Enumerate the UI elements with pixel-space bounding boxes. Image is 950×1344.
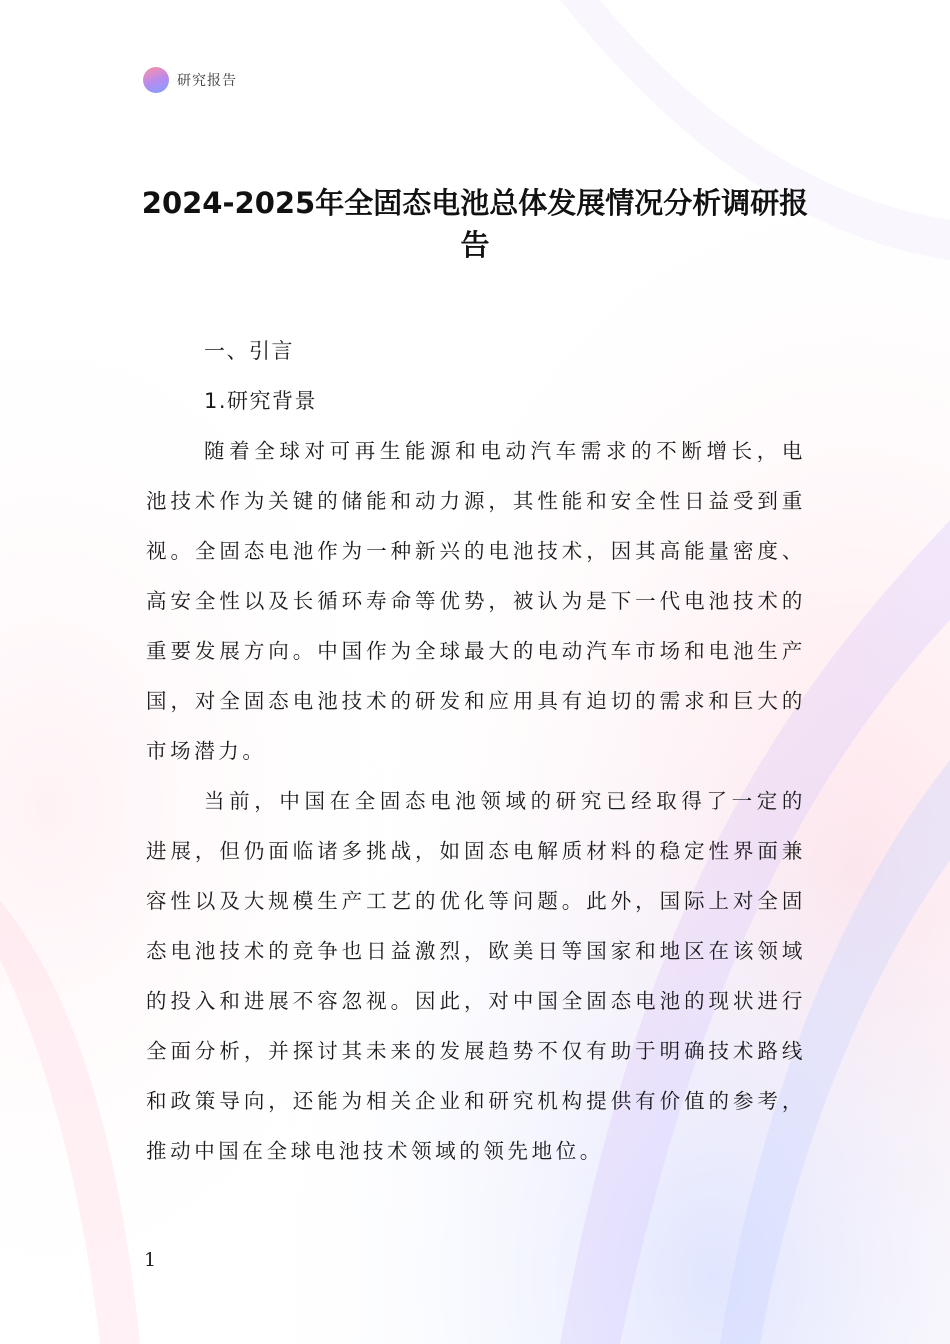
paragraph: 随着全球对可再生能源和电动汽车需求的不断增长，电池技术作为关键的储能和动力源，其性能和安全性日益受到重视。全固态电池作为一种新兴的电池技术，因其高能量密度、高安全性以及长循环寿命等优势，被认为是下一代电池技术的重要发展方向。中国作为全球最大的电动汽车市场和电池生产国，对全固态电池技术的研发和应用具有迫切的需求和巨大的市场潜力。	[146, 439, 806, 763]
header-label: 研究报告	[177, 73, 237, 89]
document-title: 2024-2025年全固态电池总体发展情况分析调研报告	[141, 186, 809, 262]
report-header	[143, 66, 237, 94]
paragraph: 当前，中国在全固态电池领域的研究已经取得了一定的进展，但仍面临诸多挑战，如固态电解质材料的稳定性界面兼容性以及大规模生产工艺的优化等问题。此外，国际上对全固态电池技术的竞争也日益激烈，欧美日等国家和地区在该领域的投入和进展不容忽视。因此，对中国全固态电池的现状进行全面分析，并探讨其未来的发展趋势不仅有助于明确技术路线和政策导向，还能为相关企业和研究机构提供有价值的参考，推动中国在全球电池技术领域的领先地位。	[146, 789, 806, 1163]
page-number: 1	[144, 1249, 157, 1271]
document-body	[146, 326, 806, 1176]
subsection-heading: 1.研究背景	[204, 389, 318, 413]
gradient-circle-logo-icon	[143, 67, 169, 93]
section-heading: 一、引言	[204, 339, 294, 363]
